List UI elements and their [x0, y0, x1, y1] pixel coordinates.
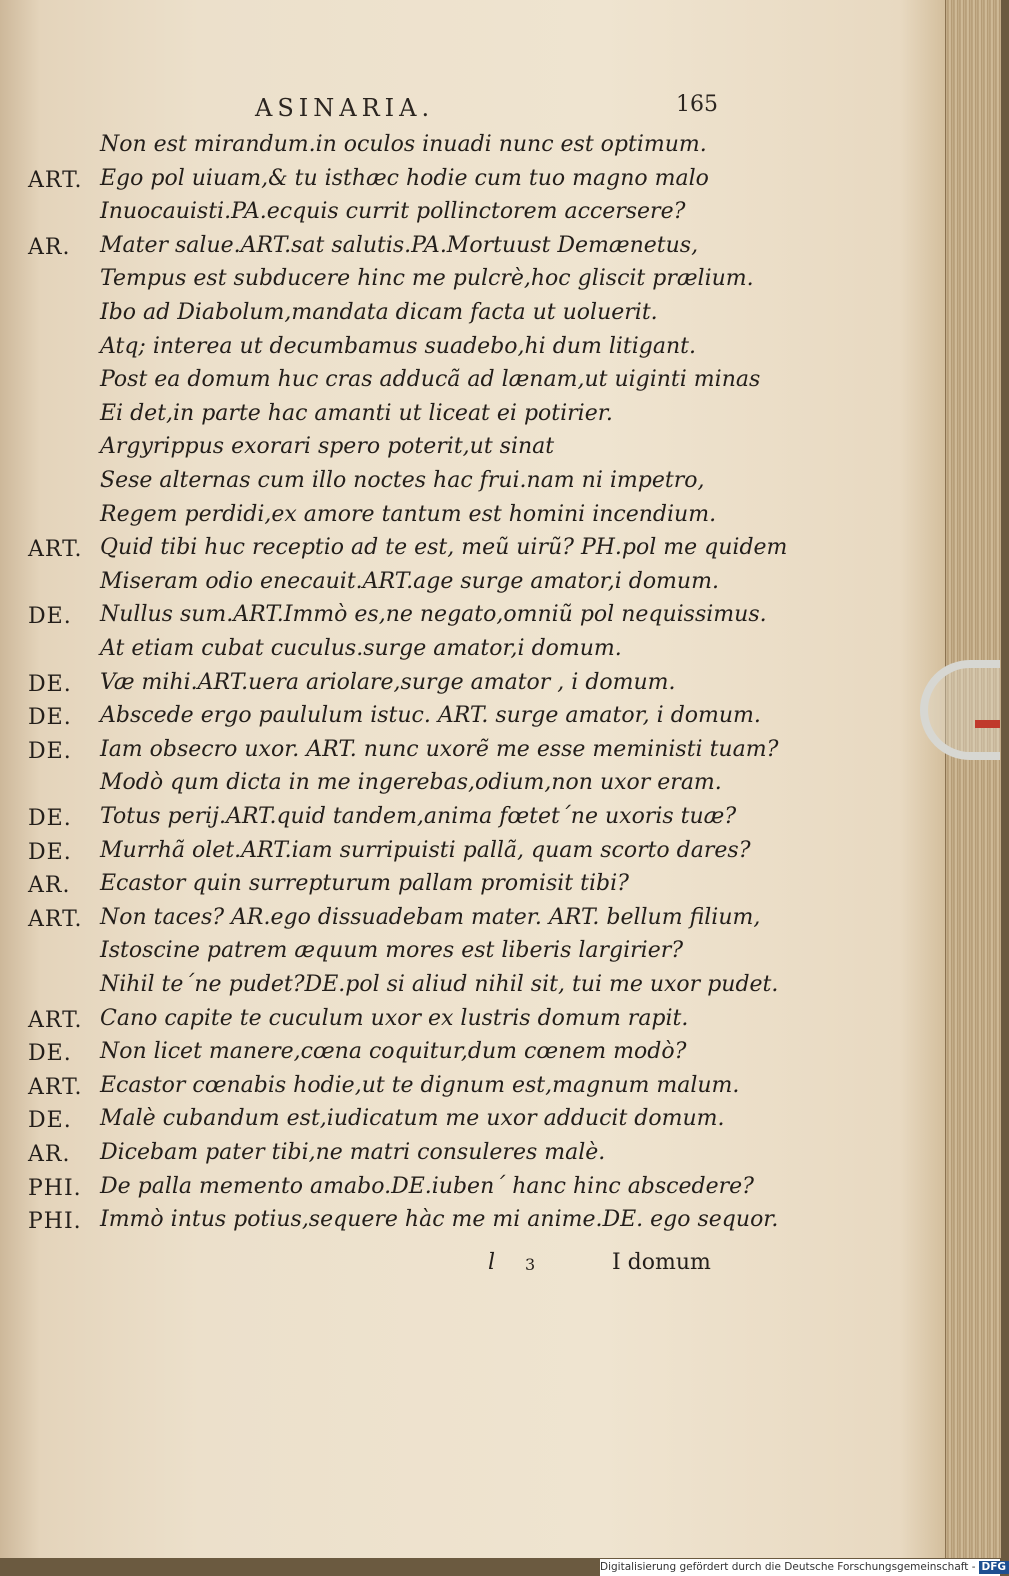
verse-text: Totus perij.ART.quid tandem,anima fœtet´ne uxoris tuæ? [100, 804, 737, 829]
speaker-label: ART. [28, 1074, 83, 1100]
verse-text: Ecastor quin surrepturum pallam promisit tibi? [100, 871, 629, 897]
verse-text: Murrhã olet.ART.iam surripuisti pallã, quam scorto dares? [100, 837, 751, 863]
speaker-label: DE. [28, 604, 72, 630]
speaker-label: ART. [28, 906, 83, 932]
verse-text: Quid tibi huc receptio ad te est, meũ uirũ? PH.pol me quidem [100, 535, 788, 561]
verse-text: Ibo ad Diabolum,mandata dicam facta ut uoluerit. [100, 300, 658, 325]
verse-text: Malè cubandum est,iudicatum me uxor adducit domum. [100, 1106, 725, 1132]
credit-bar [600, 1559, 1007, 1576]
verse-text: Miseram odio enecauit.ART.age surge amator,i domum. [100, 568, 719, 594]
speaker-label: DE. [28, 705, 72, 731]
verse-text: Argyrippus exorari spero poterit,ut sinat [100, 434, 555, 460]
verse-text: Non est mirandum.in oculos inuadi nunc est optimum. [100, 132, 707, 157]
verse-text: Modò qum dicta in me ingerebas,odium,non uxor eram. [100, 770, 722, 796]
verse-text: Iam obsecro uxor. ART. nunc uxorẽ me esse meministi tuam? [100, 736, 779, 762]
speaker-label: ART. [28, 537, 83, 563]
signature-mark: l [488, 1250, 496, 1275]
verse-text: Cano capite te cuculum uxor ex lustris domum rapit. [100, 1005, 689, 1031]
speaker-label: DE. [28, 1108, 72, 1134]
verse-text: Immò intus potius,sequere hàc me mi anime.DE. ego sequor. [100, 1207, 779, 1233]
credit-text: Digitalisierung gefördert durch die Deutsche Forschungsgemeinschaft - [600, 1561, 976, 1573]
verse-text: Tempus est subducere hinc me pulcrè,hoc gliscit prælium. [100, 266, 754, 292]
tab-stripe [975, 720, 1000, 728]
verse-text: Nullus sum.ART.Immò es,ne negato,omniũ pol nequissimus. [100, 602, 767, 628]
verse-text: Istoscine patrem æquum mores est liberis largirier? [100, 938, 684, 964]
folio-number: 165 [676, 92, 718, 117]
verse-text: Abscede ergo paululum istuc. ART. surge amator, i domum. [100, 703, 761, 729]
verse-text: Mater salue.ART.sat salutis.PA.Mortuust Demænetus, [100, 232, 699, 258]
speaker-label: DE. [28, 1041, 72, 1067]
speaker-label: DE. [28, 671, 72, 697]
speaker-label: PHI. [28, 1175, 82, 1201]
signature-number: 3 [525, 1255, 536, 1274]
verse-text: Non taces? AR.ego dissuadebam mater. ART. bellum filium, [100, 904, 761, 930]
page-edges [945, 0, 1001, 1558]
speaker-label: ART. [28, 167, 83, 193]
verse-text: De palla memento amabo.DE.iuben´ hanc hinc abscedere? [100, 1173, 754, 1199]
speaker-label: ART. [28, 1007, 83, 1033]
speaker-label: DE. [28, 806, 72, 831]
speaker-label: AR. [28, 234, 71, 260]
verse-text: Ecastor cœnabis hodie,ut te dignum est,magnum malum. [100, 1072, 740, 1098]
verse-text: Væ mihi.ART.uera ariolare,surge amator , i domum. [100, 669, 676, 695]
verse-text: Ei det,in parte hac amanti ut liceat ei potirier. [100, 400, 613, 426]
speaker-label: AR. [28, 873, 71, 899]
speaker-label: AR. [28, 1142, 71, 1167]
verse-text: Dicebam pater tibi,ne matri consuleres malè. [100, 1140, 606, 1165]
verse-text: Inuocauisti.PA.ecquis currit pollinctorem accersere? [100, 199, 686, 225]
running-title: ASINARIA. [255, 94, 435, 122]
dfg-logo: DFG [979, 1561, 1009, 1574]
verse-text: Regem perdidi,ex amore tantum est homini incendium. [100, 501, 717, 527]
verse-text: At etiam cubat cuculus.surge amator,i domum. [100, 636, 622, 661]
speaker-label: DE. [28, 839, 72, 865]
speaker-label: PHI. [28, 1209, 82, 1235]
verse-text: Nihil te´ne pudet?DE.pol si aliud nihil sit, tui me uxor pudet. [100, 972, 779, 997]
verse-text: Non licet manere,cœna coquitur,dum cœnem modò? [100, 1039, 687, 1065]
verse-text: Post ea domum huc cras adducã ad lænam,ut uiginti minas [100, 367, 761, 393]
speaker-label: DE. [28, 738, 72, 764]
catchword: I domum [612, 1250, 711, 1275]
verse-text: Sese alternas cum illo noctes hac frui.nam ni impetro, [100, 468, 705, 493]
verse-text: Atq; interea ut decumbamus suadebo,hi dum litigant. [100, 333, 696, 359]
verse-text: Ego pol uiuam,& tu isthæc hodie cum tuo magno malo [100, 165, 709, 191]
